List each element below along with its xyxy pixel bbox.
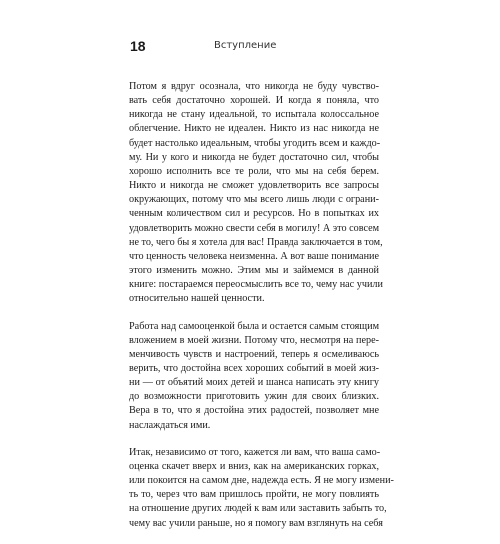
text-line: или покоится на самом дне, надежда есть. Я не могу измени- <box>129 475 394 487</box>
text-line: оценка скачет вверх и вниз, как на американских горках, <box>129 460 379 472</box>
text-line: окружающих, потому что мы всего лишь люди с ограни- <box>129 194 379 206</box>
text-line: Итак, независимо от того, кажется ли вам, что ваша само- <box>129 446 381 458</box>
text-line: наслаждаться ими. <box>129 419 211 431</box>
text-line: книге: постараемся переосмыслить все то, чему нас учили <box>129 279 383 291</box>
text-line: му. Ни у кого и никогда не будет достаточно сил, чтобы <box>129 151 379 163</box>
text-line: что ценность человека неизменна. А вот ваше понимание <box>129 250 379 262</box>
text-line: Работа над самооценкой была и остается самым стоящим <box>129 320 380 332</box>
text-line: Никто и никогда не сможет удовлетворить все запросы <box>129 180 379 192</box>
text-line: облегчение. Никто не идеален. Никто из нас никогда не <box>129 123 379 135</box>
text-line: не то, чего бы я хотела для вас! Правда заключается в том, <box>129 236 383 248</box>
text-line: будет настолько идеальным, чтобы угодить всем и каждо- <box>129 137 381 149</box>
page-header <box>130 37 370 55</box>
text-line: вложением в моей жизни. Потому что, несмотря на пере- <box>129 334 379 346</box>
text-line: на отношение других людей к вам или заставить забыть то, <box>129 503 387 515</box>
text-line: ченным количеством сил и ресурсов. Но в попытках их <box>129 208 379 220</box>
text-line: Потом я вдруг осознала, что никогда не буду чувство- <box>129 81 379 92</box>
body-text <box>129 80 394 544</box>
text-line: ни — от объятий моих детей и шанса написать эту книгу <box>129 377 379 389</box>
text-line: ть то, через что вам пришлось пройти, не могу повлиять <box>129 489 379 501</box>
text-line: этого изменить можно. Этим мы и займемся в данной <box>129 265 379 277</box>
text-line: никогда не стану идеальной, то испытала колоссальное <box>129 109 379 121</box>
text-line: до возможности приготовить ужин для своих близких. <box>129 391 379 403</box>
text-line: чему вас учили раньше, но я помогу вам взглянуть на себя <box>129 517 383 529</box>
running-title: Вступление <box>214 40 277 51</box>
paragraph <box>129 446 394 531</box>
page-number: 18 <box>130 38 146 54</box>
text-line: Вера в то, что я достойна этих радостей, позволяет мне <box>129 405 379 417</box>
text-line: относительно нашей ценности. <box>129 293 265 305</box>
text-line: менчивость чувств и настроений, теперь я осмеливаюсь <box>129 348 379 360</box>
paragraph <box>129 320 379 433</box>
text-line: верить, что достойна всех хороших событий в моей жиз- <box>129 362 379 374</box>
text-line: вать себя достаточно хорошей. И когда я поняла, что <box>129 95 379 107</box>
text-line: хорошо исполнить все те роли, что мы на себя берем. <box>129 165 379 177</box>
text-line: удовлетворить можно свести себя в могилу! А это совсем <box>129 222 380 234</box>
paragraph <box>129 80 383 307</box>
